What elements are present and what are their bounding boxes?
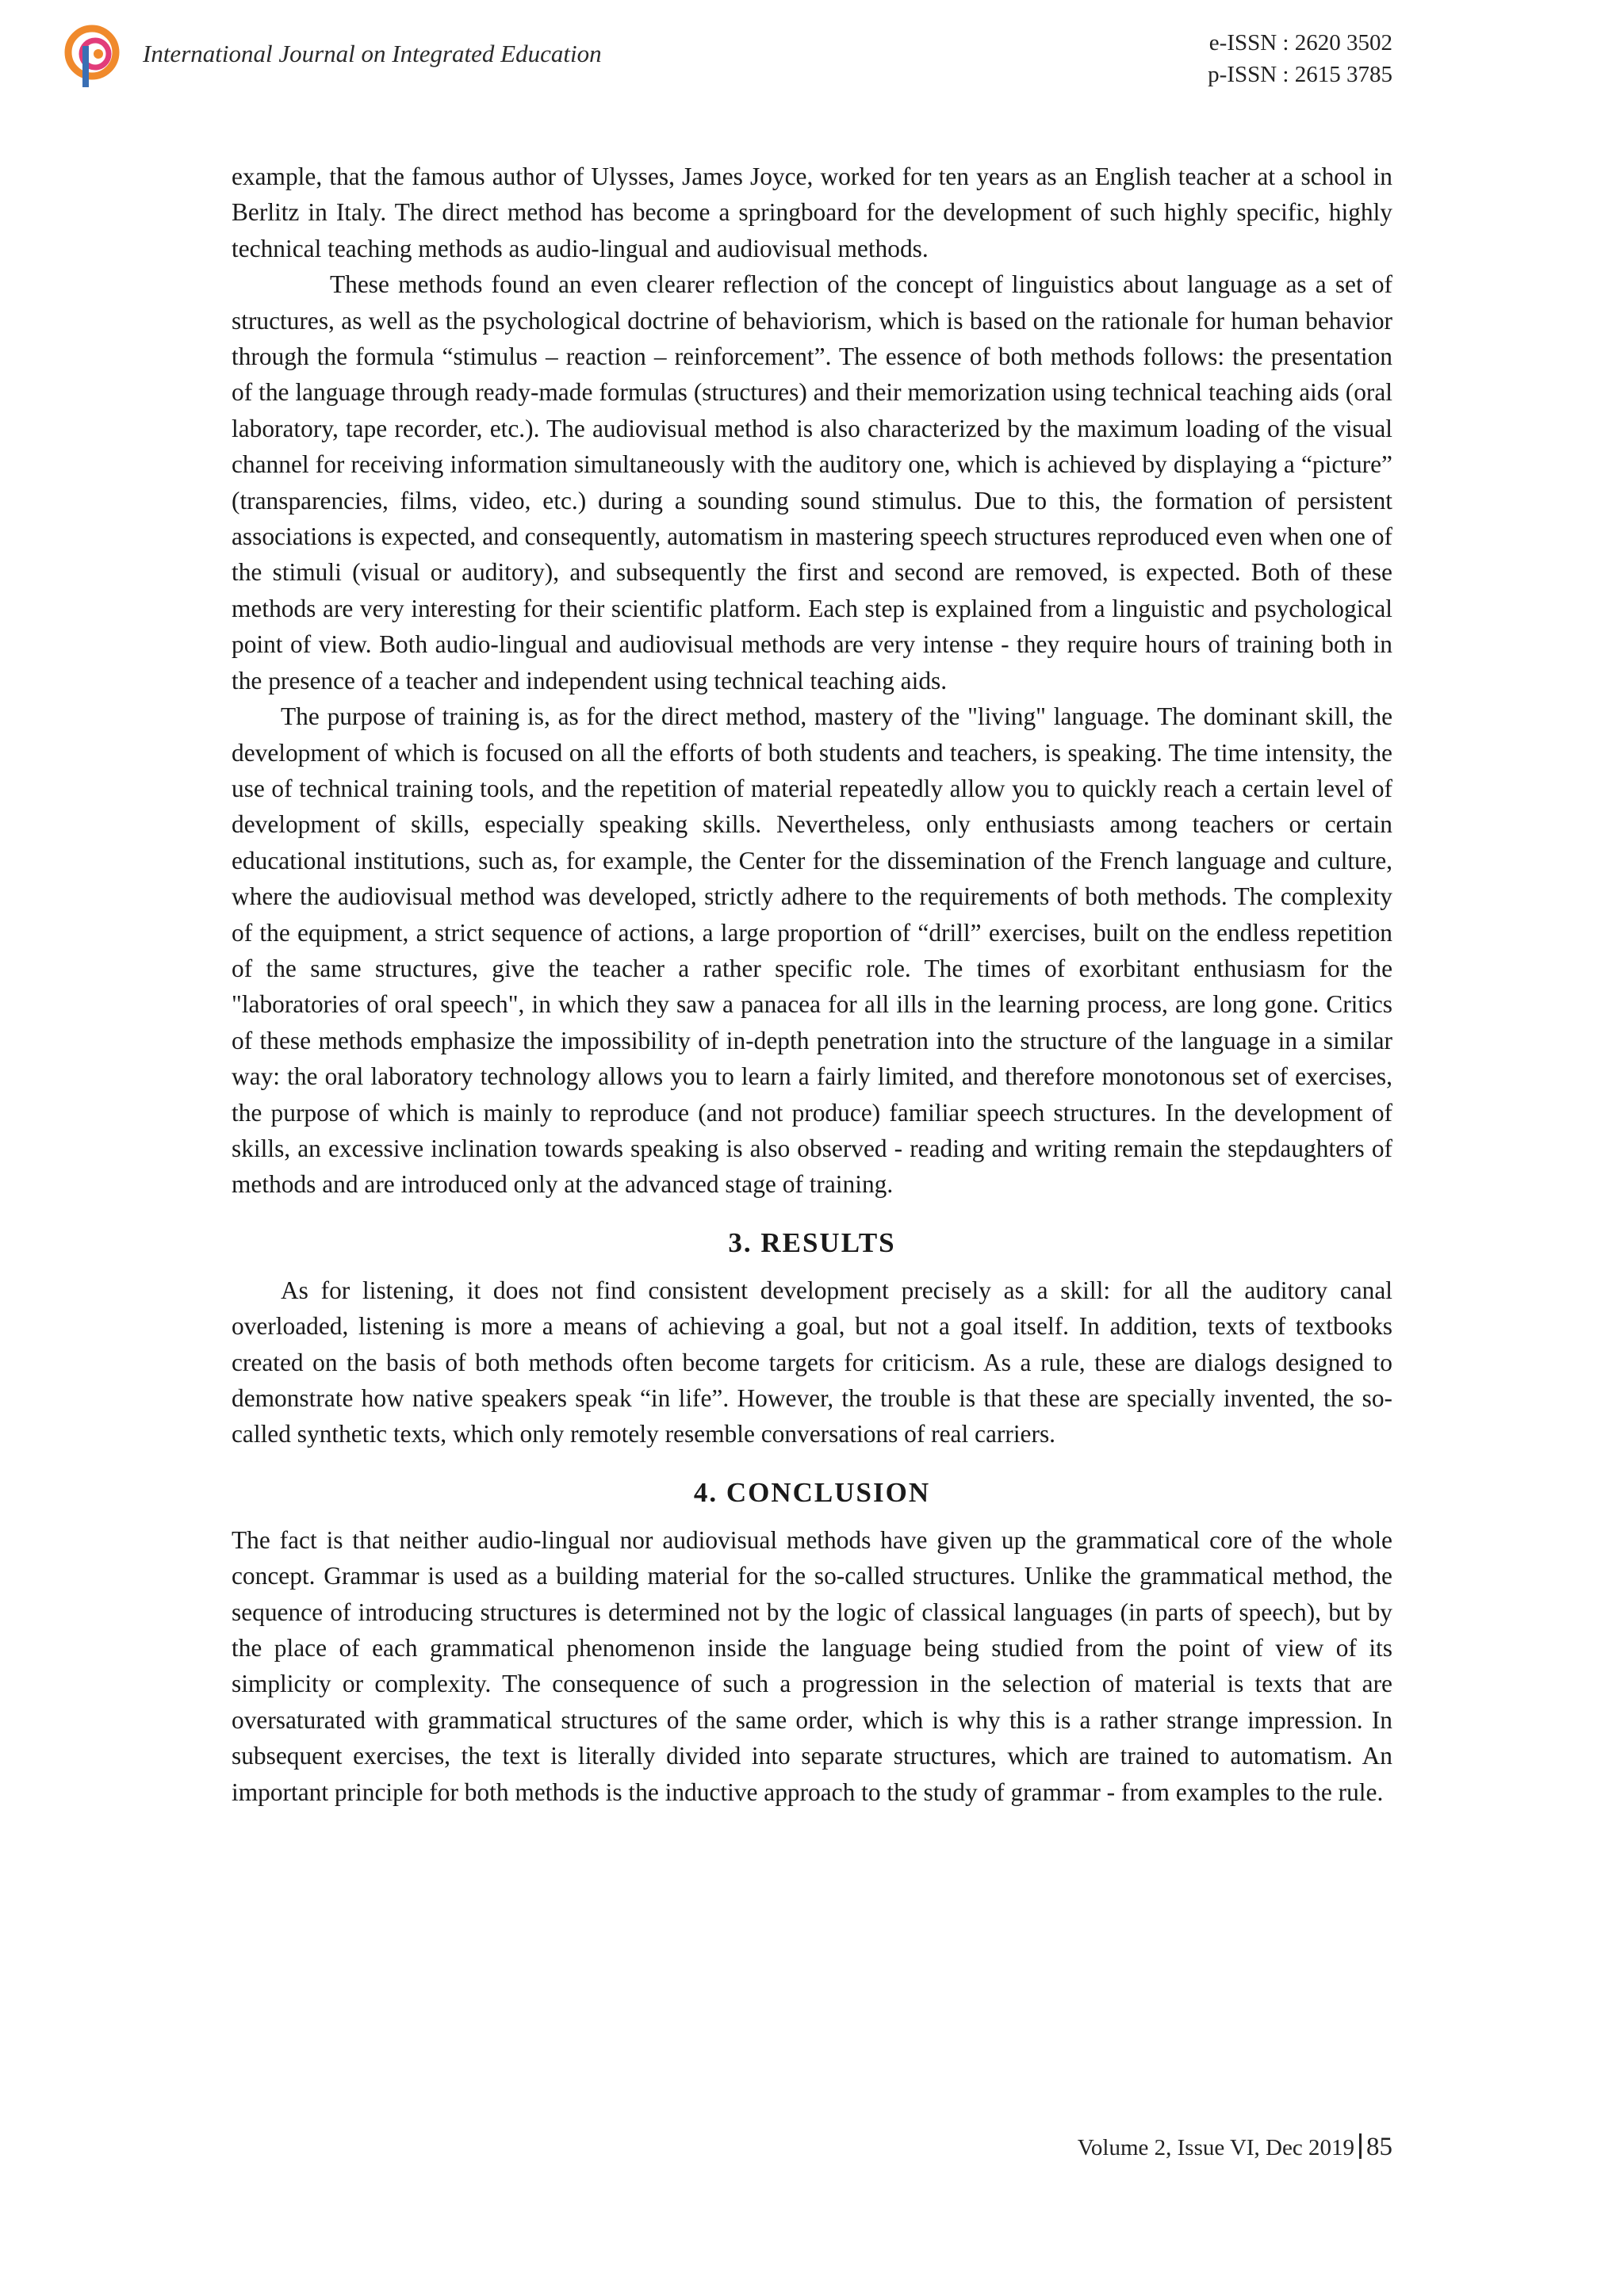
footer-separator bbox=[1359, 2133, 1362, 2159]
eissn: e-ISSN : 2620 3502 bbox=[1208, 30, 1392, 55]
volume-info: Volume 2, Issue VI, Dec 2019 bbox=[1077, 2135, 1354, 2160]
journal-logo-icon bbox=[63, 22, 128, 94]
paragraph-3: The purpose of training is, as for the direct method, mastery of the "living" language. The dominant skill, the development of which is focused on all the efforts of both students and teachers, is speaking. The time intensity, the use of technical training tools, and the repetition of material repeatedly allow you to quickly reach a certain level of development of skills, especially speaking skills. Nevertheless, only enthusiasts among teachers or certain educational institutions, such as, for example, the Center for the dissemination of the French language and culture, where the audiovisual method was developed, strictly adhere to the requirements of both methods. The complexity of the equipment, a strict sequence of actions, a large proportion of “drill” exercises, built on the endless repetition of the same structures, give the teacher a rather specific role. The times of exorbitant enthusiasm for the "laboratories of oral speech", in which they saw a panacea for all ills in the learning process, are long gone. Critics of these methods emphasize the impossibility of in-depth penetration into the structure of the language in a similar way: the oral laboratory technology allows you to learn a fairly limited, and therefore monotonous set of exercises, the purpose of which is mainly to reproduce (and not produce) familiar speech structures. In the development of skills, an excessive inclination towards speaking is also observed - reading and writing remain the stepdaughters of methods and are introduced only at the advanced stage of training. bbox=[232, 702, 1392, 1199]
conclusion-heading: 4. CONCLUSION bbox=[693, 1476, 931, 1508]
paragraph-1: example, that the famous author of Ulysses, James Joyce, worked for ten years as an English teacher at a school in Berlitz in Italy. The direct method has become a springboard for the development of such highly specific, highly technical teaching methods as audio-lingual and audiovisual methods. bbox=[232, 163, 1392, 262]
page-header bbox=[0, 0, 1624, 119]
page-footer bbox=[1078, 2133, 1392, 2162]
pissn: p-ISSN : 2615 3785 bbox=[1208, 62, 1392, 87]
paragraph-2: These methods found an even clearer reflection of the concept of linguistics about language as a set of structures, as well as the psychological doctrine of behaviorism, which is based on the rationale for human behavior through the formula “stimulus – reaction – reinforcement”. The essence of both methods follows: the presentation of the language through ready-made formulas (structures) and their memorization using technical teaching aids (oral laboratory, tape recorder, etc.). The audiovisual method is also characterized by the maximum loading of the visual channel for receiving information simultaneously with the auditory one, which is achieved by displaying a “picture” (transparencies, films, video, etc.) during a sounding sound stimulus. Due to this, the formation of persistent associations is expected, and consequently, automatism in mastering speech structures reproduced even when one of the stimuli (visual or auditory), and subsequently the first and second are removed, is expected. Both of these methods are very interesting for their scientific platform. Each step is explained from a linguistic and psychological point of view. Both audio-lingual and audiovisual methods are very intense - they require hours of training both in the presence of a teacher and independent using technical teaching aids. bbox=[232, 270, 1392, 695]
page-number: 85 bbox=[1366, 2133, 1392, 2161]
paragraph-results: As for listening, it does not find consistent development precisely as a skill: for all the auditory canal overloaded, listening is more a means of achieving a goal, but not a goal itself. In addition, texts of textbooks created on the basis of both methods often become targets for criticism. As a rule, these are dialogs designed to demonstrate how native speakers speak “in life”. However, the trouble is that these are specially invented, the so-called synthetic texts, which only remotely resemble conversations of real carriers. bbox=[232, 1276, 1392, 1448]
article-body bbox=[232, 159, 1392, 1810]
journal-name: International Journal on Integrated Education bbox=[143, 40, 602, 67]
results-heading: 3. RESULTS bbox=[728, 1226, 896, 1258]
issn-block bbox=[1208, 27, 1392, 90]
paragraph-conclusion: The fact is that neither audio-lingual nor audiovisual methods have given up the grammatical core of the whole concept. Grammar is used as a building material for the so-called structures. Unlike the grammatical method, the sequence of introducing structures is determined not by the logic of classical languages (in parts of speech), but by the place of each grammatical phenomenon inside the language being studied from the point of view of its simplicity or complexity. The consequence of such a progression in the selection of material is texts that are oversaturated with grammatical structures of the same order, which is why this is a rather strange impression. In subsequent exercises, the text is literally divided into separate structures, which are trained to automatism. An important principle for both methods is the inductive approach to the study of grammar - from examples to the rule. bbox=[232, 1525, 1392, 1806]
